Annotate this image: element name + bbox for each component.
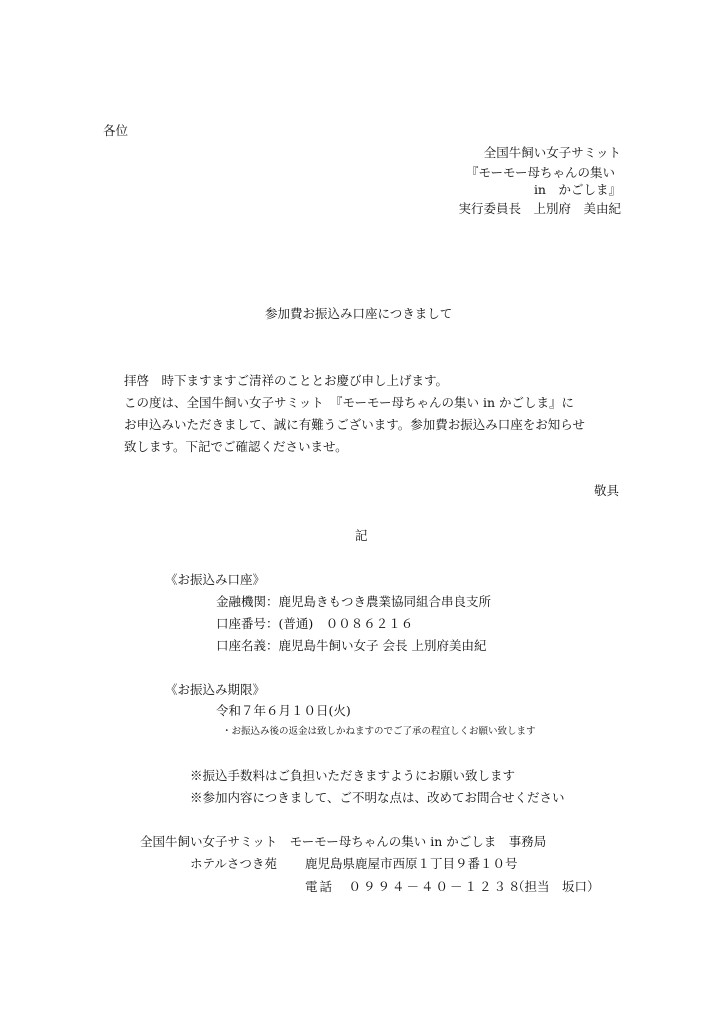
sender-chair: 実行委員長 上別府 美由紀 [458,201,621,216]
inquiry-note: ※参加内容につきまして、ご不明な点は、改めてお問合せください [190,790,565,805]
deadline-note: ・お振込み後の返金は致しかねますのでご了承の程宜しくお願い致します [222,726,536,737]
body-line: この度は、全国牛飼い女子サミット 『モーモー母ちゃんの集い in かごしま』に [124,395,574,410]
sender-event-line2: in かごしま』 [533,182,621,197]
account-bank: 金融機関：鹿児島きもつき農業協同組合串良支所 [216,594,492,609]
page-title: 参加費お振込み口座につきまして [265,306,453,321]
fee-note: ※振込手数料はご負担いただきますようにお願い致します [190,768,516,783]
account-number: 口座番号：(普通) ００８６２１６ [216,616,414,631]
contact-phone: 電話 ０９９４－４０－１２３８ [305,879,523,894]
deadline-heading: 《お振込み期限》 [165,682,266,697]
body-line: 致します。下記でご確認くださいませ。 [124,439,348,454]
account-heading: 《お振込み口座》 [165,572,266,587]
body-line: お申込みいただきまして、誠に有難うございます。参加費お振込み口座をお知らせ [124,417,585,432]
sender-event-line1: 『モーモー母ちゃんの集い [465,165,615,180]
closing-keigu: 敬具 [593,483,619,498]
contact-person: （担当 坂口） [512,879,600,894]
body-line: 拝啓 時下ますますご清祥のこととお慶び申し上げます。 [124,373,449,388]
contact-address: 鹿児島県鹿屋市西原１丁目９番１０号 [305,856,518,871]
contact-office: 全国牛飼い女子サミット モーモー母ちゃんの集い in かごしま 事務局 [140,834,547,849]
addressee: 各位 [103,123,129,138]
sender-org: 全国牛飼い女子サミット [483,145,621,160]
ki-heading: 記 [355,528,368,543]
contact-hotel: ホテルさつき苑 [190,856,277,871]
account-holder: 口座名義：鹿児島牛飼い女子 会長 上別府美由紀 [216,638,487,653]
deadline-date: 令和７年６月１０日(火) [216,703,351,718]
